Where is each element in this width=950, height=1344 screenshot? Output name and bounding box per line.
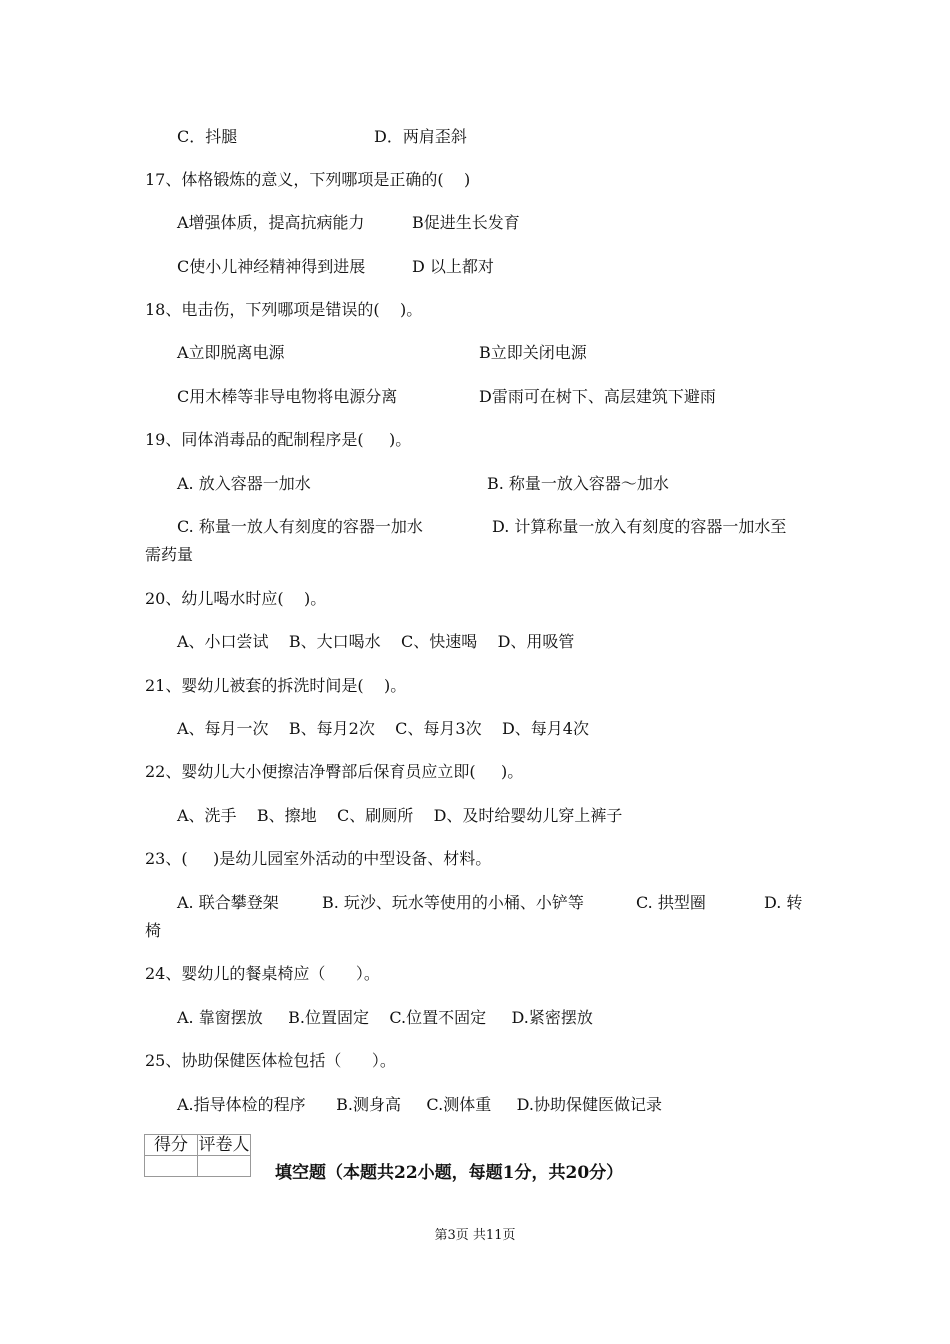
q21-options: A、每月一次 B、每月2次 C、每月3次 D、每月4次 <box>177 719 589 738</box>
q16-option-d: D．两肩歪斜 <box>374 127 467 146</box>
q25-stem: 25、协助保健医体检包括（ ）。 <box>145 1051 396 1070</box>
reviewer-cell <box>198 1156 251 1177</box>
q17-option-d: D 以上都对 <box>412 257 494 276</box>
q19-option-d-continued: 需药量 <box>145 545 194 564</box>
q25-options: A.指导体检的程序 B.测身高 C.测体重 D.协助保健医做记录 <box>177 1095 662 1114</box>
q19-option-c: C. 称量一放人有刻度的容器一加水 <box>177 517 423 536</box>
q19-option-a: A. 放入容器一加水 <box>177 474 311 493</box>
q19-stem: 19、同体消毒品的配制程序是( )。 <box>145 430 412 449</box>
q23-option-c: C. 拱型圈 <box>636 893 706 912</box>
q17-option-a: A增强体质，提高抗病能力 <box>177 213 365 232</box>
q23-option-d: D. 转 <box>764 893 803 912</box>
q22-stem: 22、婴幼儿大小便擦洁净臀部后保育员应立即( )。 <box>145 762 524 781</box>
q18-option-a: A立即脱离电源 <box>177 343 285 362</box>
q19-option-b: B. 称量一放入容器～加水 <box>487 474 669 493</box>
q21-stem: 21、婴幼儿被套的拆洗时间是( )。 <box>145 676 407 695</box>
q16-option-c: C．抖腿 <box>177 127 238 146</box>
q17-option-c: C使小儿神经精神得到进展 <box>177 257 366 276</box>
q24-options: A. 靠窗摆放 B.位置固定 C.位置不固定 D.紧密摆放 <box>177 1008 593 1027</box>
q18-option-b: B立即关闭电源 <box>479 343 587 362</box>
q17-stem: 17、体格锻炼的意义，下列哪项是正确的( ) <box>145 170 471 189</box>
section-title: 填空题（本题共22小题，每题1分，共20分） <box>275 1163 624 1183</box>
q20-options: A、小口尝试 B、大口喝水 C、快速喝 D、用吸管 <box>177 632 575 651</box>
q20-stem: 20、幼儿喝水时应( )。 <box>145 589 327 608</box>
q18-option-d: D雷雨可在树下、高层建筑下避雨 <box>479 387 716 406</box>
page-footer: 第3页 共11页 <box>434 1228 516 1243</box>
q23-option-d-continued: 椅 <box>145 921 162 940</box>
score-cell <box>145 1156 198 1177</box>
q19-option-d: D. 计算称量一放入有刻度的容器一加水至 <box>492 517 787 536</box>
q23-stem: 23、( )是幼儿园室外活动的中型设备、材料。 <box>145 849 492 868</box>
q23-option-a: A. 联合攀登架 <box>177 893 279 912</box>
q18-option-c: C用木棒等非导电物将电源分离 <box>177 387 398 406</box>
q24-stem: 24、婴幼儿的餐桌椅应（ ）。 <box>145 964 380 983</box>
q18-stem: 18、电击伤，下列哪项是错误的( )。 <box>145 300 423 319</box>
score-table <box>144 1134 251 1177</box>
q23-option-b: B. 玩沙、玩水等使用的小桶、小铲等 <box>322 893 584 912</box>
score-header: 得分 <box>145 1135 198 1156</box>
q22-options: A、洗手 B、擦地 C、刷厕所 D、及时给婴幼儿穿上裤子 <box>177 806 623 825</box>
reviewer-header: 评卷人 <box>198 1135 250 1155</box>
q17-option-b: B促进生长发育 <box>412 213 520 232</box>
